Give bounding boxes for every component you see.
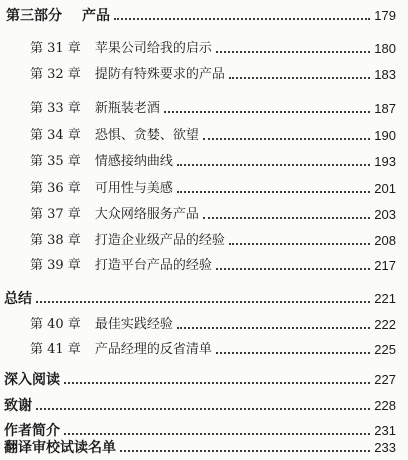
backmatter-title: 翻译审校试读名单	[4, 440, 116, 456]
toc-chapter-entry	[30, 177, 396, 199]
summary-title: 总结	[4, 291, 32, 307]
page-number: 222	[374, 317, 396, 332]
page-number: 221	[374, 291, 396, 306]
page-number: 233	[374, 440, 396, 455]
chapter-number: 第 40 章	[30, 317, 81, 332]
chapter-number: 第 38 章	[30, 233, 81, 248]
page-number: 217	[374, 258, 396, 273]
chapter-number: 第 32 章	[30, 67, 81, 82]
dot-leader	[64, 382, 370, 384]
chapter-title: 提防有特殊要求的产品	[94, 67, 225, 82]
chapter-title: 新瓶装老酒	[94, 101, 160, 116]
page-number: 225	[374, 342, 396, 357]
toc-chapter-entry	[30, 124, 396, 146]
dot-leader	[36, 301, 370, 303]
page-number: 231	[374, 423, 396, 438]
dot-leader	[177, 164, 370, 166]
chapter-title: 恐惧、贪婪、欲望	[94, 128, 199, 143]
page-number: 203	[374, 207, 396, 222]
toc-backmatter-entry	[4, 394, 396, 416]
dot-leader	[64, 433, 370, 435]
page-number: 208	[374, 233, 396, 248]
backmatter-title: 作者简介	[4, 423, 60, 439]
backmatter-title: 致谢	[4, 398, 32, 414]
dot-leader	[177, 191, 370, 193]
chapter-title: 苹果公司给我的启示	[94, 41, 212, 56]
dot-leader	[229, 77, 370, 79]
dot-leader	[114, 18, 370, 20]
toc-chapter-entry	[30, 63, 396, 85]
chapter-title: 大众网络服务产品	[94, 207, 199, 222]
toc-chapter-entry	[30, 203, 396, 225]
toc-chapter-entry	[30, 254, 396, 276]
chapter-number: 第 35 章	[30, 154, 81, 169]
chapter-title: 可用性与美感	[94, 181, 173, 196]
chapter-number: 第 37 章	[30, 207, 81, 222]
chapter-number: 第 39 章	[30, 258, 81, 273]
toc-backmatter-entry	[4, 368, 396, 390]
dot-leader	[216, 268, 370, 270]
dot-leader	[216, 352, 370, 354]
chapter-number: 第 41 章	[30, 342, 81, 357]
chapter-title: 情感接纳曲线	[94, 154, 173, 169]
chapter-title: 产品经理的反省清单	[94, 342, 212, 357]
dot-leader	[216, 51, 370, 53]
page-number: 187	[374, 101, 396, 116]
toc-chapter-entry	[30, 97, 396, 119]
toc-chapter-entry	[30, 338, 396, 360]
chapter-number: 第 36 章	[30, 181, 81, 196]
chapter-number: 第 33 章	[30, 101, 81, 116]
dot-leader	[120, 450, 370, 452]
chapter-title: 最佳实践经验	[94, 317, 173, 332]
dot-leader	[177, 327, 370, 329]
dot-leader	[229, 243, 370, 245]
page-number: 193	[374, 154, 396, 169]
toc-summary-entry	[4, 287, 396, 309]
toc-chapter-entry	[30, 313, 396, 335]
part-label: 第三部分	[6, 8, 62, 24]
page-number: 190	[374, 128, 396, 143]
dot-leader	[36, 408, 370, 410]
backmatter-title: 深入阅读	[4, 372, 60, 388]
chapter-number: 第 34 章	[30, 128, 81, 143]
toc-chapter-entry	[30, 229, 396, 251]
toc-backmatter-entry	[4, 436, 396, 458]
page-number: 179	[374, 8, 396, 23]
toc-chapter-entry	[30, 37, 396, 59]
dot-leader	[203, 138, 370, 140]
chapter-number: 第 31 章	[30, 41, 81, 56]
chapter-title: 打造平台产品的经验	[94, 258, 212, 273]
chapter-title: 打造企业级产品的经验	[94, 233, 225, 248]
page-number: 227	[374, 372, 396, 387]
page-number: 183	[374, 67, 396, 82]
dot-leader	[164, 111, 370, 113]
page-number: 180	[374, 41, 396, 56]
toc-chapter-entry	[30, 150, 396, 172]
dot-leader	[203, 217, 370, 219]
part-title: 产品	[82, 8, 110, 24]
page-number: 201	[374, 181, 396, 196]
page-number: 228	[374, 398, 396, 413]
toc-part-entry	[6, 4, 396, 26]
